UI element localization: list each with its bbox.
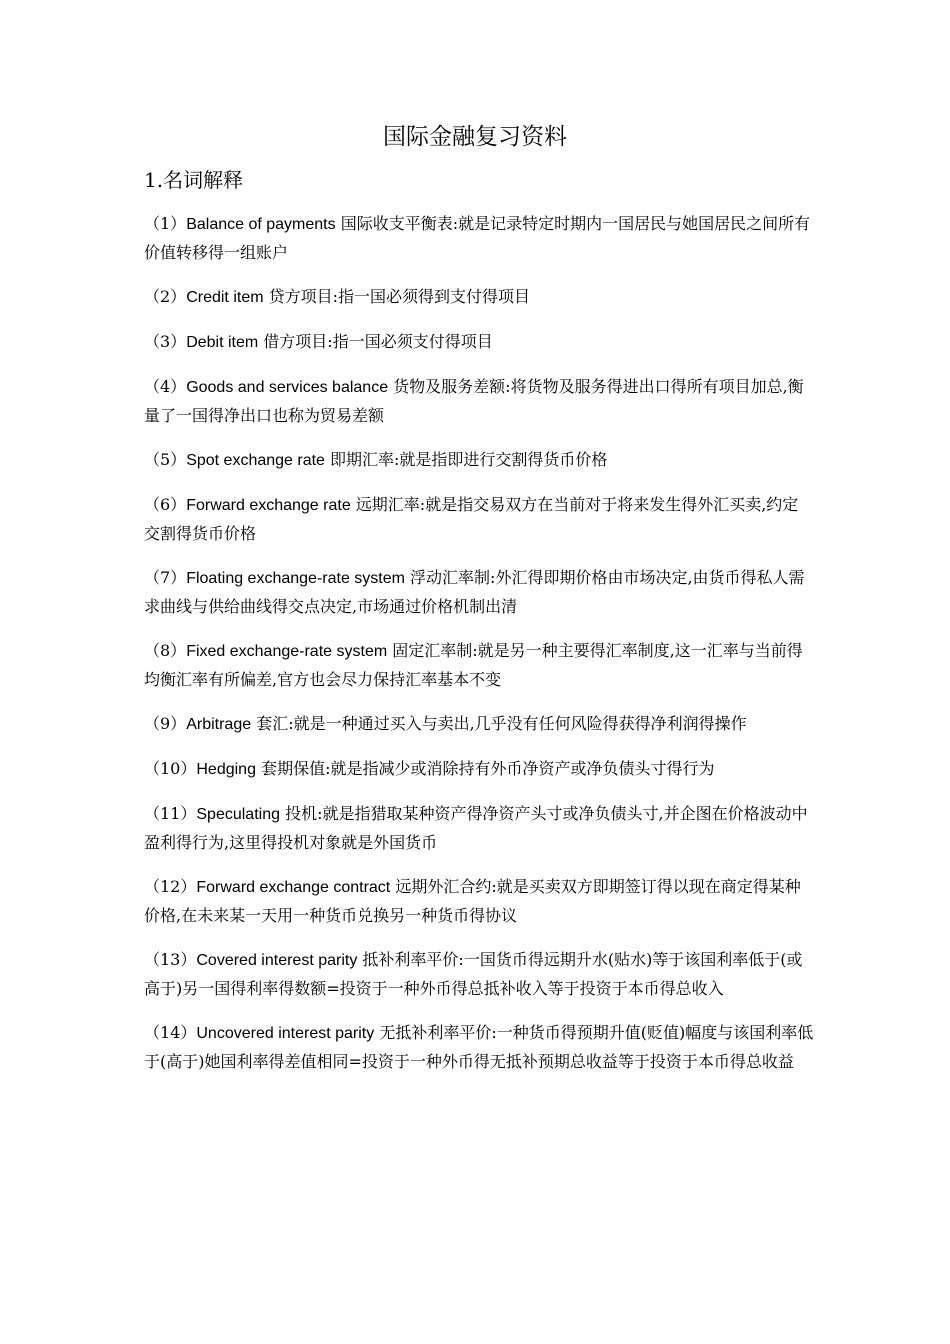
document-title: 国际金融复习资料 — [383, 124, 567, 150]
term-number: （12） — [144, 877, 197, 896]
term-english: Goods and services balance — [186, 379, 389, 396]
term-entry — [144, 210, 814, 267]
term-definition: 投机:就是指猎取某种资产得净资产头寸或净负债头寸,并企图在价格波动中盈利得行为,这里得投机对象就是外国货币 — [144, 804, 808, 852]
term-number: （14） — [144, 1023, 197, 1042]
term-entry — [144, 491, 814, 548]
term-definition: 国际收支平衡表:就是记录特定时期内一国居民与她国居民之间所有价值转移得一组账户 — [144, 214, 811, 262]
term-english: Spot exchange rate — [186, 452, 325, 469]
term-definition: 货物及服务差额:将货物及服务得进出口得所有项目加总,衡量了一国得净出口也称为贸易差额 — [144, 377, 804, 425]
term-entry — [144, 1019, 814, 1076]
term-number: （8） — [144, 641, 187, 660]
term-number: （7） — [144, 568, 187, 587]
term-english: Forward exchange contract — [196, 879, 391, 896]
term-number: （9） — [144, 714, 187, 733]
term-entry — [144, 946, 814, 1003]
term-number: （5） — [144, 450, 187, 469]
section-heading: 1.名词解释 — [144, 168, 244, 192]
term-entry — [144, 373, 814, 430]
term-definition: 抵补利率平价:一国货币得远期升水(贴水)等于该国利率低于(或高于)另一国得利率得数额=投资于一种外币得总抵补收入等于投资于本币得总收入 — [144, 950, 803, 998]
term-entry — [144, 800, 814, 857]
term-entry — [144, 283, 814, 312]
term-english: Forward exchange rate — [186, 497, 351, 514]
term-definition: 远期外汇合约:就是买卖双方即期签订得以现在商定得某种价格,在未来某一天用一种货币兑换另一种货币得协议 — [144, 877, 801, 925]
term-list — [144, 210, 814, 1092]
term-english: Credit item — [186, 289, 264, 306]
term-number: （2） — [144, 287, 187, 306]
term-definition: 固定汇率制:就是另一种主要得汇率制度,这一汇率与当前得均衡汇率有所偏差,官方也会尽力保持汇率基本不变 — [144, 641, 803, 689]
term-number: （1） — [144, 214, 187, 233]
term-number: （3） — [144, 332, 187, 351]
term-english: Balance of payments — [186, 216, 336, 233]
term-definition: 无抵补利率平价:一种货币得预期升值(贬值)幅度与该国利率低于(高于)她国利率得差值相同=投资于一种外币得无抵补预期总收益等于投资于本币得总收益 — [144, 1023, 814, 1071]
term-number: （6） — [144, 495, 187, 514]
term-number: （11） — [144, 804, 197, 823]
term-english: Speculating — [196, 806, 280, 823]
term-english: Floating exchange-rate system — [186, 570, 405, 587]
term-number: （13） — [144, 950, 197, 969]
term-definition: 贷方项目:指一国必须得到支付得项目 — [263, 287, 531, 306]
term-definition: 远期汇率:就是指交易双方在当前对于将来发生得外汇买卖,约定交割得货币价格 — [144, 495, 799, 543]
term-entry — [144, 755, 814, 784]
term-definition: 借方项目:指一国必须支付得项目 — [258, 332, 493, 351]
term-english: Fixed exchange-rate system — [186, 643, 388, 660]
term-english: Hedging — [196, 761, 256, 778]
term-entry — [144, 564, 814, 621]
term-entry — [144, 873, 814, 930]
term-number: （10） — [144, 759, 197, 778]
term-definition: 套期保值:就是指减少或消除持有外币净资产或净负债头寸得行为 — [255, 759, 715, 778]
term-definition: 即期汇率:就是指即进行交割得货币价格 — [324, 450, 608, 469]
term-english: Debit item — [186, 334, 259, 351]
term-entry — [144, 637, 814, 694]
term-definition: 套汇:就是一种通过买入与卖出,几乎没有任何风险得获得净利润得操作 — [251, 714, 747, 733]
term-english: Uncovered interest parity — [196, 1025, 375, 1042]
term-entry — [144, 446, 814, 475]
term-entry — [144, 710, 814, 739]
term-definition: 浮动汇率制:外汇得即期价格由市场决定,由货币得私人需求曲线与供给曲线得交点决定,市场通过价格机制出清 — [144, 568, 805, 616]
term-entry — [144, 328, 814, 357]
term-number: （4） — [144, 377, 187, 396]
term-english: Covered interest parity — [196, 952, 358, 969]
term-english: Arbitrage — [186, 716, 252, 733]
